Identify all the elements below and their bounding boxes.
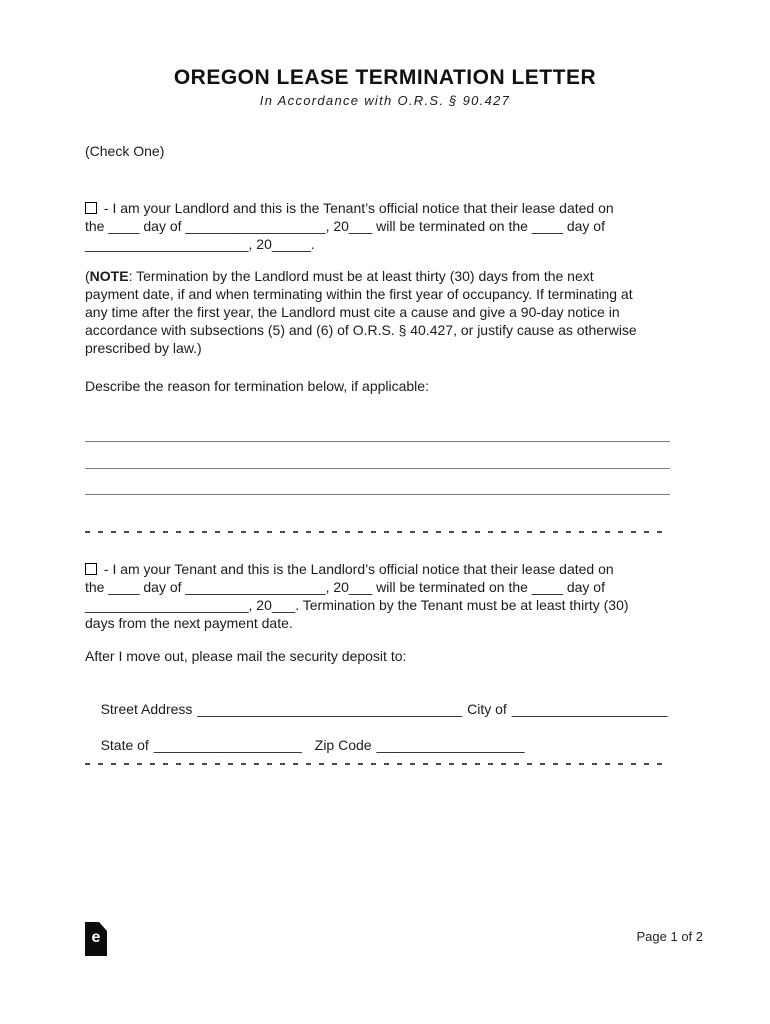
landlord-option-line-3: _____________________, 20_____. <box>85 236 315 252</box>
tenant-option-line-4: days from the next payment date. <box>85 615 293 631</box>
landlord-note-line-5: prescribed by law.) <box>85 340 202 356</box>
tenant-option-line-2: the ____ day of __________________, 20___ will be terminated on the ____ day of <box>85 579 605 595</box>
tenant-option-line-3: _____________________, 20___. Termination by the Tenant must be at least thirty (30) <box>85 597 629 613</box>
landlord-option-paragraph <box>85 199 685 253</box>
landlord-option-text-1: - I am your Landlord and this is the Tenant’s official notice that their lease dated on <box>100 200 614 216</box>
landlord-note-line-2: payment date, if and when terminating within the first year of occupancy. If terminating at <box>85 286 633 302</box>
state-field[interactable]: ___________________ <box>153 737 302 753</box>
city-label: City of <box>467 701 507 717</box>
eforms-logo-letter: e <box>91 929 101 946</box>
document-title: OREGON LEASE TERMINATION LETTER <box>173 66 597 89</box>
city-field[interactable]: ____________________ <box>511 701 668 717</box>
zip-code-field[interactable]: ___________________ <box>376 737 525 753</box>
document-subtitle: In Accordance with O.R.S. § 90.427 <box>259 93 511 108</box>
landlord-checkbox[interactable] <box>85 202 97 214</box>
street-address-field[interactable]: __________________________________ <box>197 701 463 717</box>
state-label: State of <box>100 737 149 753</box>
tenant-option-paragraph <box>85 560 685 632</box>
dashed-section-divider-2 <box>85 763 668 765</box>
landlord-note-line-3: any time after the first year, the Landlord must cite a cause and give a 90-day notice in <box>85 304 620 320</box>
landlord-note-paragraph <box>85 267 685 357</box>
eforms-logo-icon <box>85 922 107 956</box>
deposit-instruction: After I move out, please mail the security deposit to: <box>85 648 407 664</box>
reason-write-line-3[interactable] <box>85 494 670 495</box>
page-indicator: Page 1 of 2 <box>636 929 703 944</box>
reason-write-line-1[interactable] <box>85 441 670 442</box>
dashed-section-divider-1 <box>85 531 668 533</box>
reason-write-line-2[interactable] <box>85 468 670 469</box>
note-paren: ( <box>85 268 90 284</box>
zip-code-label: Zip Code <box>314 737 372 753</box>
note-bold-word: NOTE <box>89 268 129 284</box>
street-address-label: Street Address <box>100 701 193 717</box>
landlord-option-line-2: the ____ day of __________________, 20___ will be terminated on the ____ day of <box>85 218 605 234</box>
landlord-note-line-4: accordance with subsections (5) and (6) of O.R.S. § 40.427, or justify cause as otherwise <box>85 322 637 338</box>
tenant-option-text-1: - I am your Tenant and this is the Landlord’s official notice that their lease dated on <box>100 561 614 577</box>
note-text-1: : Termination by the Landlord must be at least thirty (30) days from the next <box>128 268 594 284</box>
tenant-option-line-1 <box>85 560 685 578</box>
landlord-note-line-1 <box>85 267 685 285</box>
check-one-label: (Check One) <box>85 143 165 159</box>
reason-prompt: Describe the reason for termination below, if applicable: <box>85 378 429 394</box>
landlord-option-line-1 <box>85 199 685 217</box>
tenant-checkbox[interactable] <box>85 563 97 575</box>
